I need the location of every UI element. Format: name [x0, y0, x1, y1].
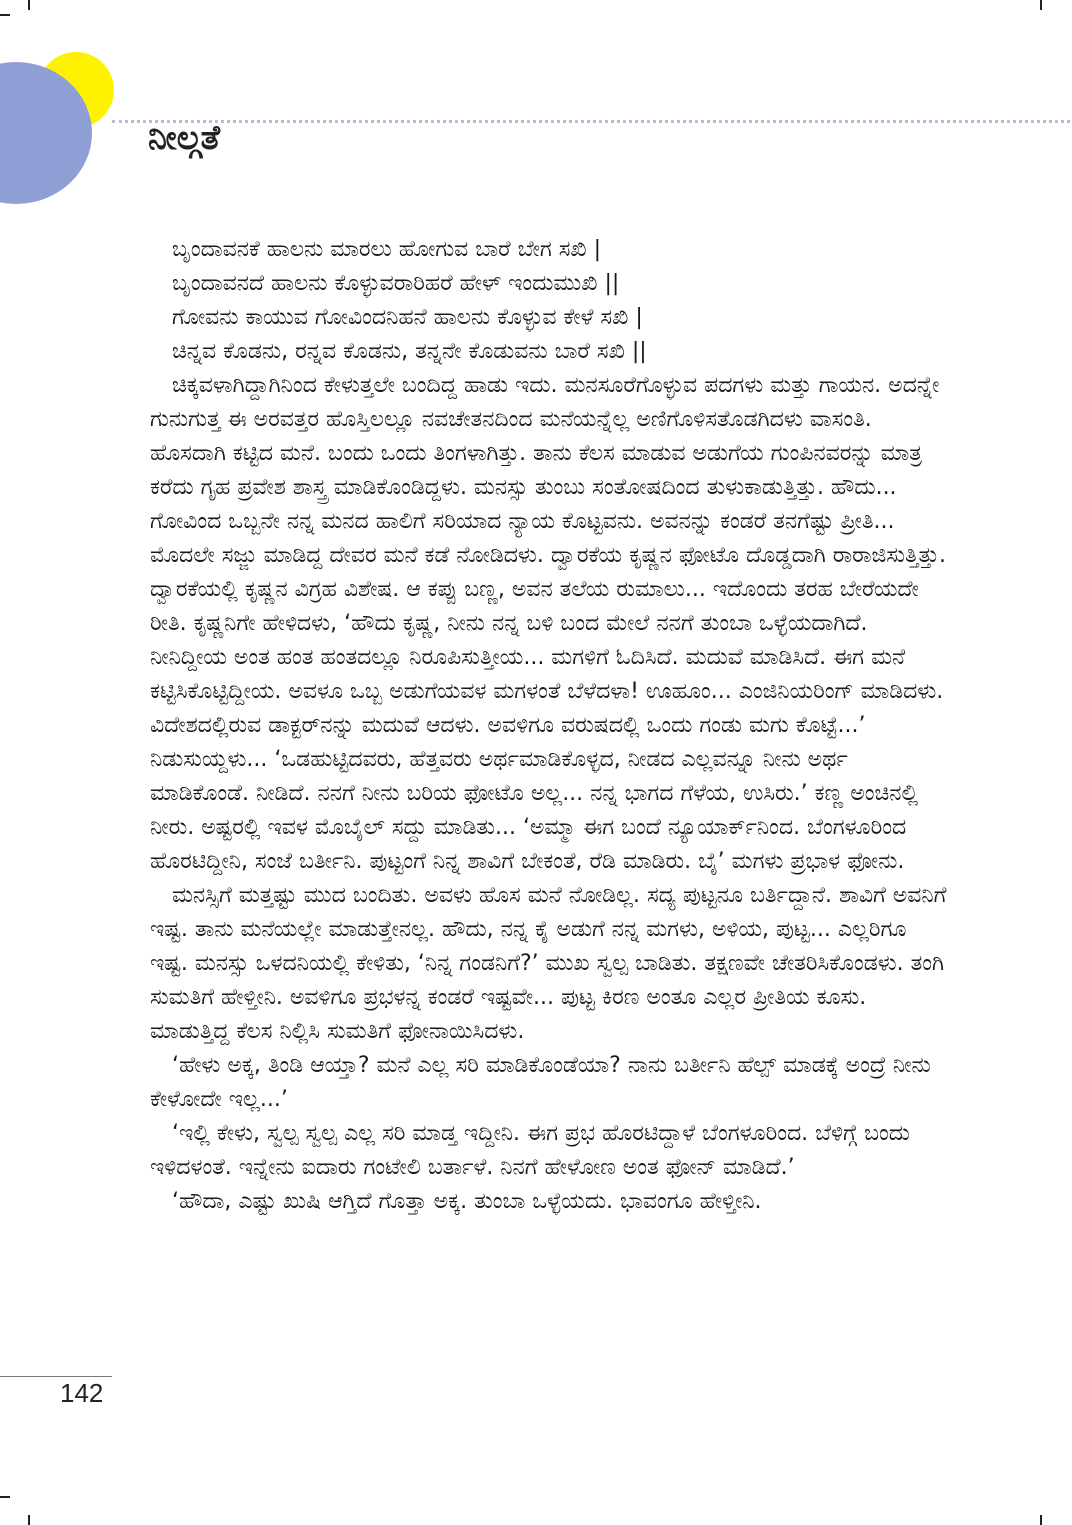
crop-mark — [28, 1515, 30, 1525]
page-number: 142 — [60, 1378, 104, 1408]
poem-line: ಚಿನ್ನವ ಕೊಡನು, ರನ್ನವ ಕೊಡನು, ತನ್ನನೇ ಕೊಡುವನು ಬಾರೆ ಸಖಿ || — [172, 339, 647, 364]
crop-mark — [28, 0, 30, 10]
paragraph: ಚಿಕ್ಕವಳಾಗಿದ್ದಾಗಿನಿಂದ ಕೇಳುತ್ತಲೇ ಬಂದಿದ್ದ ಹಾಡು ಇದು. ಮನಸೂರೆಗೊಳ್ಳುವ ಪದಗಳು ಮತ್ತು ಗಾಯನ. ಅದನ್ನೇ ಗುನುಗುತ್ತ ಈ ಅರವತ್ತರ ಹೊಸ್ತಿಲಲ್ಲೂ ನವಚೇತನದಿಂದ ಮನೆಯನ್ನೆಲ್ಲ ಅಣಿಗೊಳಿಸತೊಡಗಿದಳು ವಾಸಂತಿ. ಹೊಸದಾಗಿ ಕಟ್ಟಿದ ಮನೆ. ಬಂದು ಒಂದು ತಿಂಗಳಾಗಿತ್ತು. ತಾನು ಕೆಲಸ ಮಾಡುವ ಅಡುಗೆಯ ಗುಂಪಿನವರನ್ನು ಮಾತ್ರ ಕರೆದು ಗೃಹ ಪ್ರವೇಶ ಶಾಸ್ತ್ರ ಮಾಡಿಕೊಂಡಿದ್ದಳು. ಮನಸ್ಸು ತುಂಬು ಸಂತೋಷದಿಂದ ತುಳುಕಾಡುತ್ತಿತ್ತು. ಹೌದು... ಗೋವಿಂದ ಒಬ್ಬನೇ ನನ್ನ ಮನದ ಹಾಲಿಗೆ ಸರಿಯಾದ ನ್ಯಾಯ ಕೊಟ್ಟವನು. ಅವನನ್ನು ಕಂಡರೆ ತನಗೆಷ್ಟು ಪ್ರೀತಿ... ಮೊದಲೇ ಸಜ್ಜು ಮಾಡಿದ್ದ ದೇವರ ಮನೆ ಕಡೆ ನೋಡಿದಳು. ದ್ವಾರಕೆಯ ಕೃಷ್ಣನ ಫೋಟೊ ದೊಡ್ಡದಾಗಿ ರಾರಾಜಿಸುತ್ತಿತ್ತು. ದ್ವಾರಕೆಯಲ್ಲಿ ಕೃಷ್ಣನ ವಿಗ್ರಹ ವಿಶೇಷ. ಆ ಕಪ್ಪು ಬಣ್ಣ, ಅವನ ತಲೆಯ ರುಮಾಲು... ಇದೊಂದು ತರಹ ಬೇರೆಯದೇ ರೀತಿ. ಕೃಷ್ಣನಿಗೇ ಹೇಳಿದಳು, ‘ಹೌದು ಕೃಷ್ಣ, ನೀನು ನನ್ನ ಬಳಿ ಬಂದ ಮೇಲೆ ನನಗೆ ತುಂಬಾ ಒಳ್ಳೆಯದಾಗಿದೆ. ನೀನಿದ್ದೀಯ ಅಂತ ಹಂತ ಹಂತದಲ್ಲೂ ನಿರೂಪಿಸುತ್ತೀಯ... ಮಗಳಿಗೆ ಓದಿಸಿದೆ. ಮದುವೆ ಮಾಡಿಸಿದೆ. ಈಗ ಮನೆ ಕಟ್ಟಿಸಿಕೊಟ್ಟಿದ್ದೀಯ. ಅವಳೂ ಒಬ್ಬ ಅಡುಗೆಯವಳ ಮಗಳಂತೆ ಬೆಳೆದಳಾ! ಊಹೂಂ... ಎಂಜಿನಿಯರಿಂಗ್ ಮಾಡಿದಳು. ವಿದೇಶದಲ್ಲಿರುವ ಡಾಕ್ಟರ್‌ನನ್ನು ಮದುವೆ ಆದಳು. ಅವಳಿಗೂ ವರುಷದಲ್ಲಿ ಒಂದು ಗಂಡು ಮಗು ಕೊಟ್ಟೆ...’ ನಿಡುಸುಯ್ದಳು... ‘ಒಡಹುಟ್ಟಿದವರು, ಹೆತ್ತವರು ಅರ್ಥಮಾಡಿಕೊಳ್ಳದ, ನೀಡದ ಎಲ್ಲವನ್ನೂ ನೀನು ಅರ್ಥ ಮಾಡಿಕೊಂಡೆ. ನೀಡಿದೆ. ನನಗೆ ನೀನು ಬರಿಯ ಫೋಟೊ ಅಲ್ಲ... ನನ್ನ ಭಾಗದ ಗೆಳೆಯ, ಉಸಿರು.’ ಕಣ್ಣ ಅಂಚಿನಲ್ಲಿ ನೀರು. ಅಷ್ಟರಲ್ಲಿ ಇವಳ ಮೊಬೈಲ್ ಸದ್ದು ಮಾಡಿತು... ‘ಅಮ್ಮಾ ಈಗ ಬಂದೆ ನ್ಯೂಯಾರ್ಕ್‌ನಿಂದ. ಬೆಂಗಳೂರಿಂದ ಹೊರಟಿದ್ದೀನಿ, ಸಂಜೆ ಬರ್ತೀನಿ. ಪುಟ್ಟಂಗೆ ನಿನ್ನ ಶಾವಿಗೆ ಬೇಕಂತೆ, ರೆಡಿ ಮಾಡಿರು. ಬೈ’ ಮಗಳು ಪ್ರಭಾಳ ಫೋನು. — [150, 373, 947, 874]
poem — [172, 233, 950, 369]
page-number-rule — [0, 1376, 112, 1377]
page-title: ನೀಲ್ಗತೆ — [148, 118, 221, 158]
dialogue-paragraph: ‘ಹೌದಾ, ಎಷ್ಟು ಖುಷಿ ಆಗ್ತಿದೆ ಗೊತ್ತಾ ಅಕ್ಕ. ತುಂಬಾ ಒಳ್ಳೆಯದು. ಭಾವಂಗೂ ಹೇಳ್ತೀನಿ. — [172, 1189, 762, 1214]
paragraph: ಮನಸ್ಸಿಗೆ ಮತ್ತಷ್ಟು ಮುದ ಬಂದಿತು. ಅವಳು ಹೊಸ ಮನೆ ನೋಡಿಲ್ಲ. ಸದ್ಯ ಪುಟ್ಟನೂ ಬರ್ತಿದ್ದಾನೆ. ಶಾವಿಗೆ ಅವನಿಗೆ ಇಷ್ಟ. ತಾನು ಮನೆಯಲ್ಲೇ ಮಾಡುತ್ತೇನಲ್ಲ. ಹೌದು, ನನ್ನ ಕೈ ಅಡುಗೆ ನನ್ನ ಮಗಳು, ಅಳಿಯ, ಪುಟ್ಟ... ಎಲ್ಲರಿಗೂ ಇಷ್ಟ. ಮನಸ್ಸು ಒಳದನಿಯಲ್ಲಿ ಕೇಳಿತು, ‘ನಿನ್ನ ಗಂಡನಿಗೆ?’ ಮುಖ ಸ್ವಲ್ಪ ಬಾಡಿತು. ತಕ್ಷಣವೇ ಚೇತರಿಸಿಕೊಂಡಳು. ತಂಗಿ ಸುಮತಿಗೆ ಹೇಳ್ತೀನಿ. ಅವಳಿಗೂ ಪ್ರಭಳನ್ನ ಕಂಡರೆ ಇಷ್ಟವೇ... ಪುಟ್ಟ ಕಿರಣ ಅಂತೂ ಎಲ್ಲರ ಪ್ರೀತಿಯ ಕೂಸು. ಮಾಡುತ್ತಿದ್ದ ಕೆಲಸ ನಿಲ್ಲಿಸಿ ಸುಮತಿಗೆ ಫೋನಾಯಿಸಿದಳು. — [150, 883, 947, 1044]
dialogue-paragraph: ‘ಹೇಳು ಅಕ್ಕ, ತಿಂಡಿ ಆಯ್ತಾ? ಮನೆ ಎಲ್ಲ ಸರಿ ಮಾಡಿಕೊಂಡೆಯಾ? ನಾನು ಬರ್ತೀನಿ ಹೆಲ್ಪ್ ಮಾಡಕ್ಕೆ ಅಂದ್ರೆ ನೀನು ಕೇಳೋದೇ ಇಲ್ಲ...’ — [150, 1053, 931, 1112]
dialogue-paragraph: ‘ಇಲ್ಲಿ ಕೇಳು, ಸ್ವಲ್ಪ ಸ್ವಲ್ಪ ಎಲ್ಲ ಸರಿ ಮಾಡ್ತ ಇದ್ದೀನಿ. ಈಗ ಪ್ರಭ ಹೊರಟಿದ್ದಾಳೆ ಬೆಂಗಳೂರಿಂದ. ಬೆಳಿಗ್ಗೆ ಬಂದು ಇಳಿದಳಂತೆ. ಇನ್ನೇನು ಐದಾರು ಗಂಟೇಲಿ ಬರ್ತಾಳೆ. ನಿನಗೆ ಹೇಳೋಣ ಅಂತ ಫೋನ್ ಮಾಡಿದೆ.’ — [150, 1121, 910, 1180]
poem-line: ಬೃಂದಾವನದೆ ಹಾಲನು ಕೊಳ್ಳುವರಾರಿಹರೆ ಹೇಳ್ ಇಂದುಮುಖಿ || — [172, 271, 620, 296]
story-body — [150, 233, 950, 1219]
crop-mark — [1040, 1515, 1042, 1525]
poem-line: ಗೋವನು ಕಾಯುವ ಗೋವಿಂದನಿಹನೆ ಹಾಲನು ಕೊಳ್ಳುವ ಕೇಳೆ ಸಖಿ | — [172, 305, 643, 330]
crop-mark — [0, 1496, 10, 1498]
poem-line: ಬೃಂದಾವನಕೆ ಹಾಲನು ಮಾರಲು ಹೋಗುವ ಬಾರೆ ಬೇಗ ಸಖಿ | — [172, 237, 602, 262]
crop-mark — [1040, 0, 1042, 10]
dotted-header-rule — [112, 120, 1070, 123]
crop-mark — [0, 14, 10, 16]
